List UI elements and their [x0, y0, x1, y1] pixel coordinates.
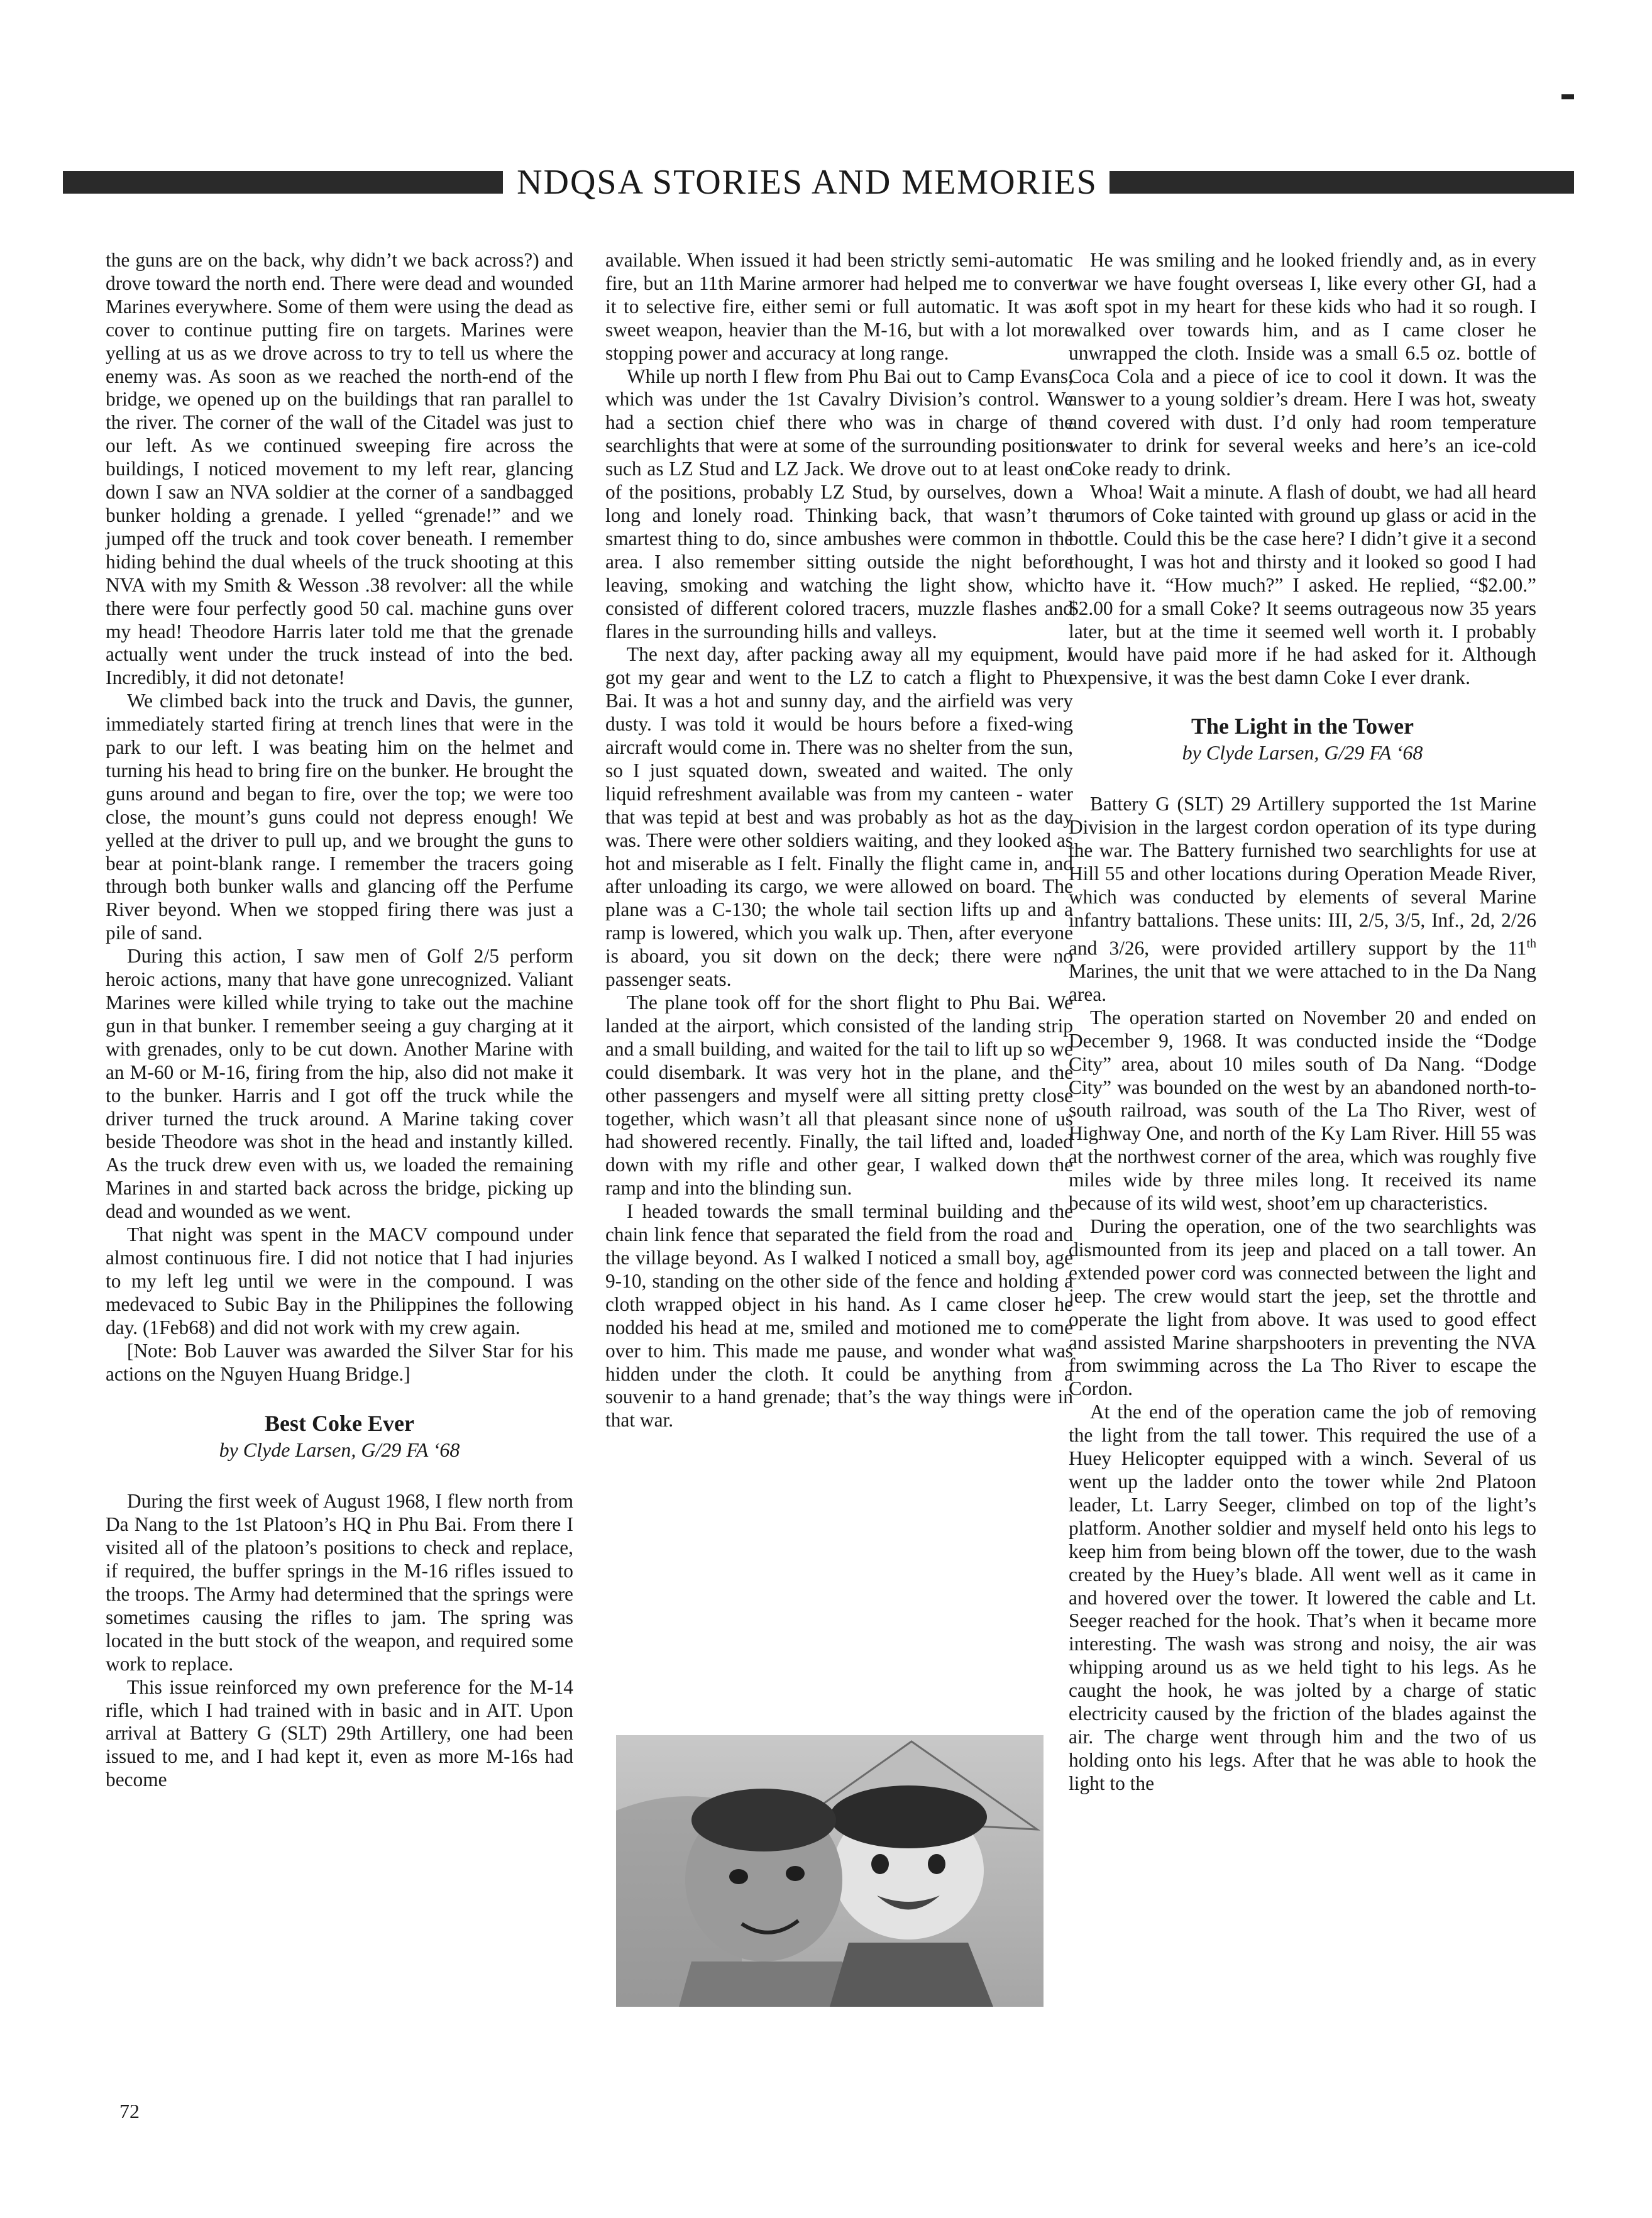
paragraph: Whoa! Wait a minute. A flash of doubt, we had all heard rumors of Coke tainted with ground up glass or acid in the bottle. Could this be the case here? I didn’t give it a second thought, I was hot and thirsty and it looked so good I had to have it. “How much?” I asked. He replied, “$2.00.” $2.00 for a small Coke? It seems outrageous now 35 years later, but at the time it seemed well worth it. I probably would have paid more if he had asked for it. Although expensive, it was the best damn Coke I ever drank. [1069, 481, 1536, 689]
paragraph: He was smiling and he looked friendly and, as in every war we have fought overseas I, like every other GI, had a soft spot in my heart for these kids who had it so rough. I walked over towards him, and as I came closer he unwrapped the cloth. Inside was a small 6.5 oz. bottle of Coca Cola and a piece of ice to cool it down. It was the answer to a young soldier’s dream. Here I was hot, sweaty and covered with dust. I’d only had room temperature water to drink for several weeks and here’s an ice-cold Coke ready to drink. [1069, 249, 1536, 480]
header-bar-right [1110, 171, 1574, 194]
paragraph: available. When issued it had been strictly semi-automatic fire, but an 11th Marine armorer had helped me to convert it to selective fire, either semi or full automatic. It was a sweet weapon, heavier than the M-16, but with a lot more stopping power and accuracy at long range. [605, 249, 1073, 364]
section-header [63, 162, 1574, 202]
ordinal-suffix: th [1526, 936, 1536, 951]
paragraph: At the end of the operation came the job of removing the light from the tall tower. This required the use of a Huey Helicopter equipped with a winch. Several of us went up the ladder onto the tower while 2nd Platoon leader, Lt. Larry Seeger, climbed on top of the light’s platform. Another soldier and myself held onto his legs to keep him from being blown off the tower, due to the wash created by the Huey’s blade. All went well as it came in and hovered over the tower. It lowered the cable and Lt. Seeger reached for the hook. That’s when it became more interesting. The wash was strong and noisy, the air was whipping around us as we held tight to his legs. As he caught the hook, he was jolted by a charge of static electricity caused by the friction of the blades against the air. The charge went through him and the two of us holding onto his legs. After that he was able to hook the light to the [1069, 1401, 1536, 1794]
paragraph-text: Battery G (SLT) 29 Artillery supported the 1st Marine Division in the largest cordon operation of its type during the war. The Battery furnished two searchlights for use at Hill 55 and other locations during Operation Meade River, which was conducted by elements of several Marine infantry battalions. These units: III, 2/5, 3/5, Inf., 2d, 2/26 and 3/26, were provided artillery support by the 11 [1069, 793, 1536, 959]
paragraph: We climbed back into the truck and Davis, the gunner, immediately started firing at trench lines that were in the park to our left. I was beating him on the helmet and turning his head to bring fire on the bunker. He brought the guns around and began to fire, over the top; we were too close, the mount’s guns could not depress enough! We yelled at the driver to pull up, and we brought the guns to bear at point-blank range. I remember the tracers going through both bunker walls and glancing off the Perfume River beyond. When we stopped firing there was just a pile of sand. [106, 690, 573, 944]
section-title: NDQSA STORIES AND MEMORIES [517, 163, 1098, 202]
paragraph: The next day, after packing away all my equipment, I got my gear and went to the LZ to catch a flight to Phu Bai. It was a hot and sunny day, and the airfield was very dusty. I was told it would be hours before a fixed-wing aircraft would come in. There was no shelter from the sun, so I just squated down, sweated and waited. The only liquid refreshment available was from my canteen - water that was tepid at best and was probably as hot as the day was. There were other soldiers waiting, and they looked as hot and miserable as I felt. Finally the flight came in, and after unloading its cargo, we were allowed on board. The plane was a C-130; the whole tail section lifts up and a ramp is lowered, which you walk up. Then, after everyone is aboard, you sit down on the deck; there were no passenger seats. [605, 643, 1073, 991]
article-byline: by Clyde Larsen, G/29 FA ‘68 [1182, 741, 1423, 764]
children-photo [616, 1735, 1044, 2007]
paragraph: This issue reinforced my own preference for the M-14 rifle, which I had trained with in basic and in AIT. Upon arrival at Battery G (SLT) 29th Artillery, one had been issued to me, and I had kept it, even as more M-16s had become [106, 1675, 573, 1791]
paragraph: the guns are on the back, why didn’t we back across?) and drove toward the north end. There were dead and wounded Marines everywhere. Some of them were using the dead as cover to continue putting fire on targets. Marines were yelling at us as we drove across to try to tell us where the enemy was. As soon as we reached the north-end of the bridge, we opened up on the buildings that ran parallel to the river. The corner of the wall of the Citadel was just to our left. As we continued sweeping fire across the buildings, I noticed movement to my left rear, glancing down I saw an NVA soldier at the corner of a sandbagged bunker holding a grenade. I yelled “grenade!” and we jumped off the truck and took cover beneath. I remember hiding behind the dual wheels of the truck shooting at this NVA with my Smith & Wesson .38 revolver: all the while there were four perfectly good 50 cal. machine guns over my head! Theodore Harris later told me that the grenade actually went under the truck instead of into the bed. Incredibly, it did not detonate! [106, 249, 573, 689]
paragraph: That night was spent in the MACV compound under almost continuous fire. I did not notice that I had injuries to my left leg until we were in the compound. I was medevaced to Subic Bay in the Philippines the following day. (1Feb68) and did not work with my crew again. [106, 1223, 573, 1338]
paragraph: During the operation, one of the two searchlights was dismounted from its jeep and placed on a tall tower. An extended power cord was connected between the light and jeep. The crew would start the jeep, set the throttle and operate the light from above. It was used to good effect and assisted Marine sharpshooters in preventing the NVA from swimming across the La Tho River to escape the Cordon. [1069, 1215, 1536, 1400]
page-edge-mark [1561, 94, 1574, 99]
text-column-1 [106, 249, 573, 1792]
paragraph [1069, 793, 1536, 1007]
article-byline: by Clyde Larsen, G/29 FA ‘68 [219, 1438, 460, 1462]
text-column-3 [1069, 249, 1536, 1796]
article-heading: Best Coke Ever [265, 1411, 414, 1437]
article-heading: The Light in the Tower [1191, 714, 1414, 739]
paragraph: I headed towards the small terminal building and the chain link fence that separated the field from the road and the village beyond. As I walked I noticed a small boy, age 9-10, standing on the other side of the fence and holding a cloth wrapped object in his hand. As I came closer he nodded his head at me, smiled and motioned me to come over to him. This made me pause, and wonder what was hidden under the cloth. It could be anything from a souvenir to a hand grenade; that’s the way things were in that war. [605, 1200, 1073, 1432]
paragraph: While up north I flew from Phu Bai out to Camp Evans, which was under the 1st Cavalry Division’s control. We had a section chief there who was in charge of the searchlights that were at some of the surrounding positions such as LZ Stud and LZ Jack. We drove out to at least one of the positions, probably LZ Stud, by ourselves, down a long and lonely road. Thinking back, that wasn’t the smartest thing to do, since ambushes were common in the area. I also remember sitting outside the night before leaving, smoking and watching the light show, which consisted of different colored tracers, muzzle flashes and flares in the surrounding hills and valleys. [605, 365, 1073, 643]
paragraph: The operation started on November 20 and ended on December 9, 1968. It was conducted inside the “Dodge City” area, about 10 miles south of Da Nang. “Dodge City” was bounded on the west by an abandoned north-to-south railroad, was south of the La Tho River, west of Highway One, and north of the Ky Lam River. Hill 55 was at the northwest corner of the area, which was roughly five miles wide by three miles long. It received its name because of its wild west, shoot’em up characteristics. [1069, 1006, 1536, 1215]
paragraph: During the first week of August 1968, I flew north from Da Nang to the 1st Platoon’s HQ in Phu Bai. From there I visited all of the platoon’s positions to check and replace, if required, the buffer springs in the M-16 rifles issued to the troops. The Army had determined that the springs were sometimes causing the rifles to jam. The spring was located in the butt stock of the weapon, and required some work to replace. [106, 1490, 573, 1675]
header-bar-left [63, 171, 503, 194]
paragraph-text: Marines, the unit that we were attached to in the Da Nang area. [1069, 960, 1536, 1005]
paragraph: During this action, I saw men of Golf 2/5 perform heroic actions, many that have gone unrecognized. Valiant Marines were killed while trying to take out the machine gun in that bunker. I remember seeing a guy charging at it with grenades, only to be cut down. Another Marine with an M-60 or M-16, firing from the hip, also did not make it to the bunker. Harris and I got off the truck while the driver turned the truck around. A Marine taking cover beside Theodore was shot in the head and instantly killed. As the truck drew even with us, we loaded the remaining Marines in and started back across the bridge, picking up dead and wounded as we went. [106, 945, 573, 1223]
paragraph: The plane took off for the short flight to Phu Bai. We landed at the airport, which consisted of the landing strip and a small building, and waited for the tail to lift up so we could disembark. It was very hot in the plane, and the other passengers and myself were all sitting pretty close together, which wasn’t all that pleasant since none of us had showered recently. Finally, the tail lifted and, loaded down with my rifle and other gear, I walked down the ramp and into the blinding sun. [605, 991, 1073, 1200]
paragraph: [Note: Bob Lauver was awarded the Silver Star for his actions on the Nguyen Huang Bridge.] [106, 1339, 573, 1385]
page-number: 72 [119, 2100, 140, 2122]
text-column-2 [605, 249, 1073, 1432]
